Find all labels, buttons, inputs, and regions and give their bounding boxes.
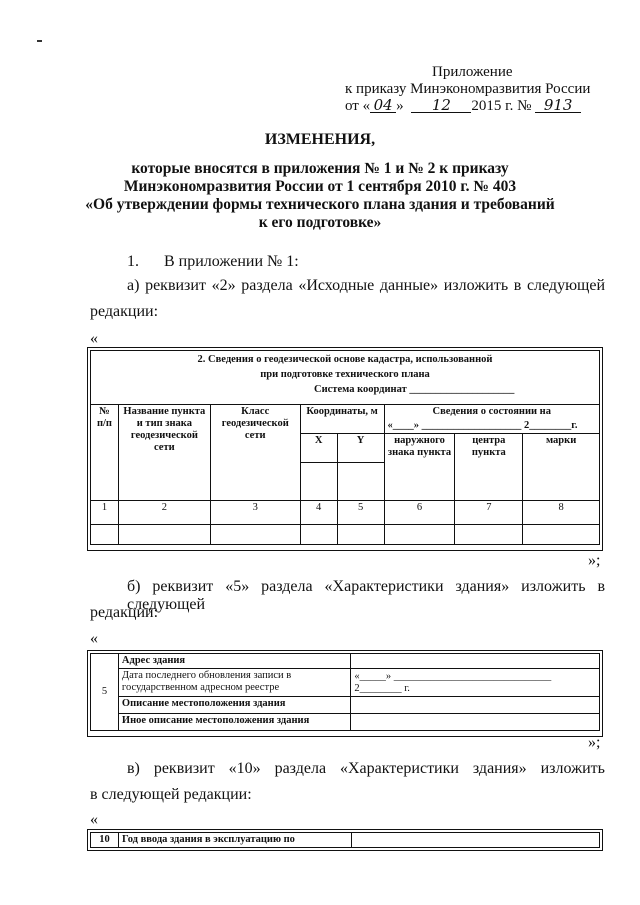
header-block <box>345 64 605 115</box>
location-label: Описание местоположения здания <box>118 697 350 714</box>
empty-cell <box>337 525 384 545</box>
col-header-y: Y <box>337 434 384 463</box>
section-text: В приложении № 1: <box>164 253 299 270</box>
doc-title: ИЗМЕНЕНИЯ, <box>264 131 376 148</box>
handwritten-month: 12 <box>411 99 471 113</box>
item-b-line2: редакции: <box>90 604 159 621</box>
doc-subtitle-1: которые вносятся в приложения № 1 и № 2 к приказу <box>131 160 509 177</box>
col-number-cell: 5 <box>337 501 384 525</box>
col-number-cell: 6 <box>384 501 455 525</box>
table-2 <box>90 350 600 545</box>
close-quote-1: »; <box>588 552 601 569</box>
col-number-cell: 7 <box>455 501 523 525</box>
handwritten-day: 04 <box>370 99 396 113</box>
empty-cell <box>91 525 119 545</box>
col-header-num: № п/п <box>91 405 119 501</box>
col-number-cell: 4 <box>300 501 337 525</box>
empty-cell <box>384 525 455 545</box>
col-header-name: Название пункта и тип знака геодезической сети <box>118 405 210 501</box>
open-quote-2: « <box>90 630 98 647</box>
col-header-coords: Координаты, м <box>300 405 384 434</box>
col-number-cell: 1 <box>91 501 119 525</box>
table-2-title: 2. Сведения о геодезической основе кадастра, использованной при подготовке технического плана Система координат ____________________ <box>91 351 600 405</box>
header-line3: от « 04 » 12 2015 г. № 913 <box>345 98 605 115</box>
location-value <box>351 697 600 714</box>
item-a-line2: редакции: <box>90 303 159 320</box>
address-value <box>351 654 600 669</box>
doc-subtitle-3: «Об утверждении формы технического плана здания и требований <box>85 196 555 213</box>
col-header-x: X <box>300 434 337 463</box>
year-built-value <box>351 833 599 848</box>
header-line1: Приложение <box>432 64 513 80</box>
col-header-class: Класс геодезической сети <box>210 405 300 501</box>
close-quote-2: »; <box>588 734 601 751</box>
update-date-label: Дата последнего обновления записи в государственном адресном реестре <box>118 669 350 697</box>
item-b-line1: б) реквизит «5» раздела «Характеристики здания» изложить в следующей <box>127 578 605 613</box>
open-quote-3: « <box>90 811 98 828</box>
empty-cell <box>210 525 300 545</box>
other-location-label: Иное описание местоположения здания <box>118 714 350 731</box>
empty-cell <box>523 525 600 545</box>
empty-cell <box>300 525 337 545</box>
table-10 <box>90 832 600 848</box>
col-number-cell: 3 <box>210 501 300 525</box>
doc-subtitle-2: Минэкономразвития России от 1 сентября 2010 г. № 403 <box>123 178 517 195</box>
table-5 <box>90 653 600 731</box>
col-header-state: Сведения о состоянии на «____» ___________________ 2________г. <box>384 405 599 434</box>
col-header-marks: марки <box>523 434 600 501</box>
table-10-num: 10 <box>91 833 119 848</box>
handwritten-number: 913 <box>535 99 581 113</box>
col-number-cell: 8 <box>523 501 600 525</box>
table-5-num: 5 <box>91 654 119 731</box>
stray-mark <box>37 40 42 42</box>
col-header-center: центра пункта <box>455 434 523 501</box>
item-a-line1: а) реквизит «2» раздела «Исходные данные» изложить в следующей <box>127 277 605 294</box>
other-location-value <box>351 714 600 731</box>
item-c-line1: в) реквизит «10» раздела «Характеристики здания» изложить <box>127 760 605 777</box>
open-quote-1: « <box>90 330 98 347</box>
col-number-cell: 2 <box>118 501 210 525</box>
col-header-outer: наружного знака пункта <box>384 434 455 501</box>
address-label: Адрес здания <box>118 654 350 669</box>
empty-cell <box>455 525 523 545</box>
item-c-line2: в следующей редакции: <box>90 786 252 803</box>
update-date-value: «_____» ______________________________ 2________ г. <box>351 669 600 697</box>
header-line2: к приказу Минэкономразвития России <box>345 81 591 97</box>
doc-subtitle-4: к его подготовке» <box>258 214 382 231</box>
year-built-label: Год ввода здания в эксплуатацию по <box>118 833 351 848</box>
empty-cell <box>118 525 210 545</box>
section-number: 1. <box>127 253 139 270</box>
